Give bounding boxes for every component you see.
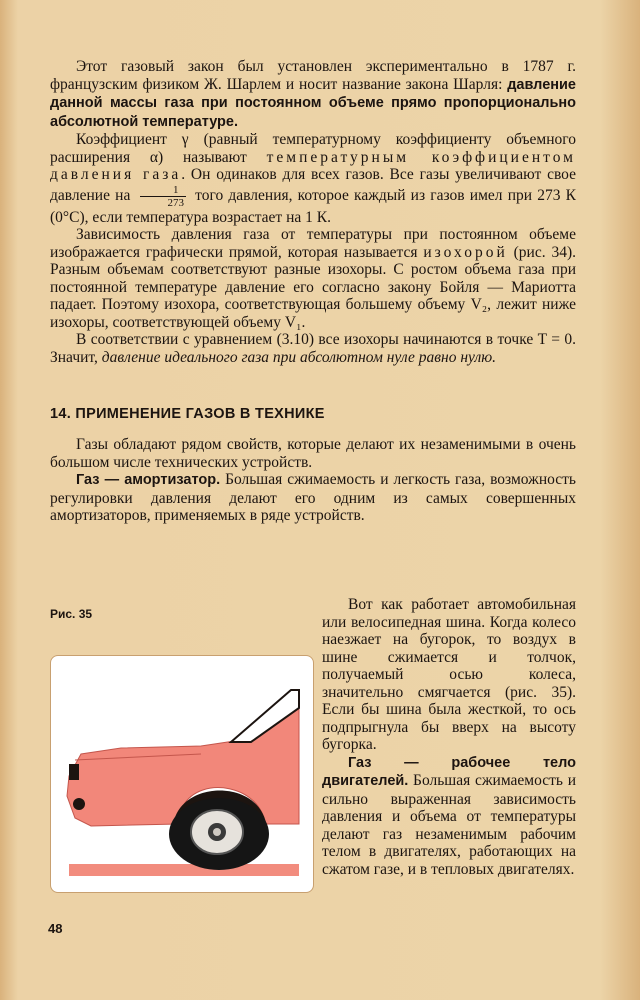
main-text-column: [50, 58, 576, 525]
italic-conclusion: давление идеального газа при абсолютном нуле равно нулю.: [101, 348, 497, 366]
paragraph-gas-shock-absorber: Газ — амортизатор. Большая сжимаемость и легкость газа, возможность регулировки давления делают его одним из самых совершенных амортизаторов, применяемых в ряде устройств.: [50, 471, 576, 524]
fraction: $\frac{1}{273}$: [140, 184, 187, 209]
spaced-term: температурным коэффициентом давления газа: [50, 148, 576, 183]
car-illustration: [51, 656, 313, 892]
paragraph-working-body: Газ — рабочее тело двигателей. Большая сжимаемость и сильно выраженная зависимость давления и объема от температуры делают газ незаменимым рабочим телом в двигателях, работающих на сжатом газе, и в тепловых двигателях.: [322, 754, 576, 878]
subheading-shock-absorber: Газ — амортизатор.: [76, 472, 221, 488]
paragraph-charles-law: Этот газовый закон был установлен экспериментально в 1787 г. французским физиком Ж. Шарлем и носит название закона Шарля: давление данной массы газа при постоянном объеме прямо пропорционально абсолютной температуре.: [50, 58, 576, 130]
page-number: 48: [48, 921, 63, 936]
bumper-light-shape: [73, 798, 85, 810]
side-text-column: [322, 596, 576, 878]
headlight-shape: [69, 764, 79, 780]
section-heading: 14. ПРИМЕНЕНИЕ ГАЗОВ В ТЕХНИКЕ: [50, 406, 325, 422]
paragraph-isochore: Зависимость давления газа от температуры при постоянном объеме изображается графически прямой, которая называется изохорой (рис. 34). Разным объемам соответствуют разные изохоры. С ростом объема газа при постоянной температуре давление его согласно закону Бойля — Мариотта падает. Поэтому изохора, соответствующая большему объему V₂, лежит ниже изохоры, соответствующей объему V₁.: [50, 226, 577, 331]
figure-caption: Рис. 35: [50, 607, 93, 621]
paragraph-gas-properties: Газы обладают рядом свойств, которые делают их незаменимыми в очень большом числе технических устройств.: [50, 436, 576, 471]
paragraph-absolute-zero: В соответствии с уравнением (3.10) все изохоры начинаются в точке T = 0. Значит, давление идеального газа при абсолютном нуле равно нулю.: [50, 331, 576, 366]
figure-car-wheel: [50, 655, 314, 893]
charles-law-statement: давление данной массы газа при постоянном объеме прямо пропорционально абсолютной температуре.: [50, 76, 576, 130]
hub-center-shape: [213, 828, 221, 836]
paragraph-pressure-coefficient: Коэффициент γ (равный температурному коэффициенту объемного расширения α) называют температурным коэффициентом давления газа. Он одинаков для всех газов. Все газы увеличивают свое давление на $\frac{1}{273}$ того давления, которое каждый из газов имел при 273 К (0°С), если температура возрастает на 1 К.: [50, 131, 576, 226]
paragraph-tire: Вот как работает автомобильная или велосипедная шина. Когда колесо наезжает на бугорок, то воздух в шине сжимается и толчок, получаемый осью колеса, значительно смягчается (рис. 35). Если бы шина была жесткой, то ось подпрыгнула бы вверх на высоту бугорка.: [322, 596, 576, 753]
ground-shape: [69, 864, 299, 876]
subheading-working-body: Газ — рабочее тело двигателей.: [322, 754, 576, 789]
spaced-term-isochore: изохорой: [423, 243, 508, 261]
